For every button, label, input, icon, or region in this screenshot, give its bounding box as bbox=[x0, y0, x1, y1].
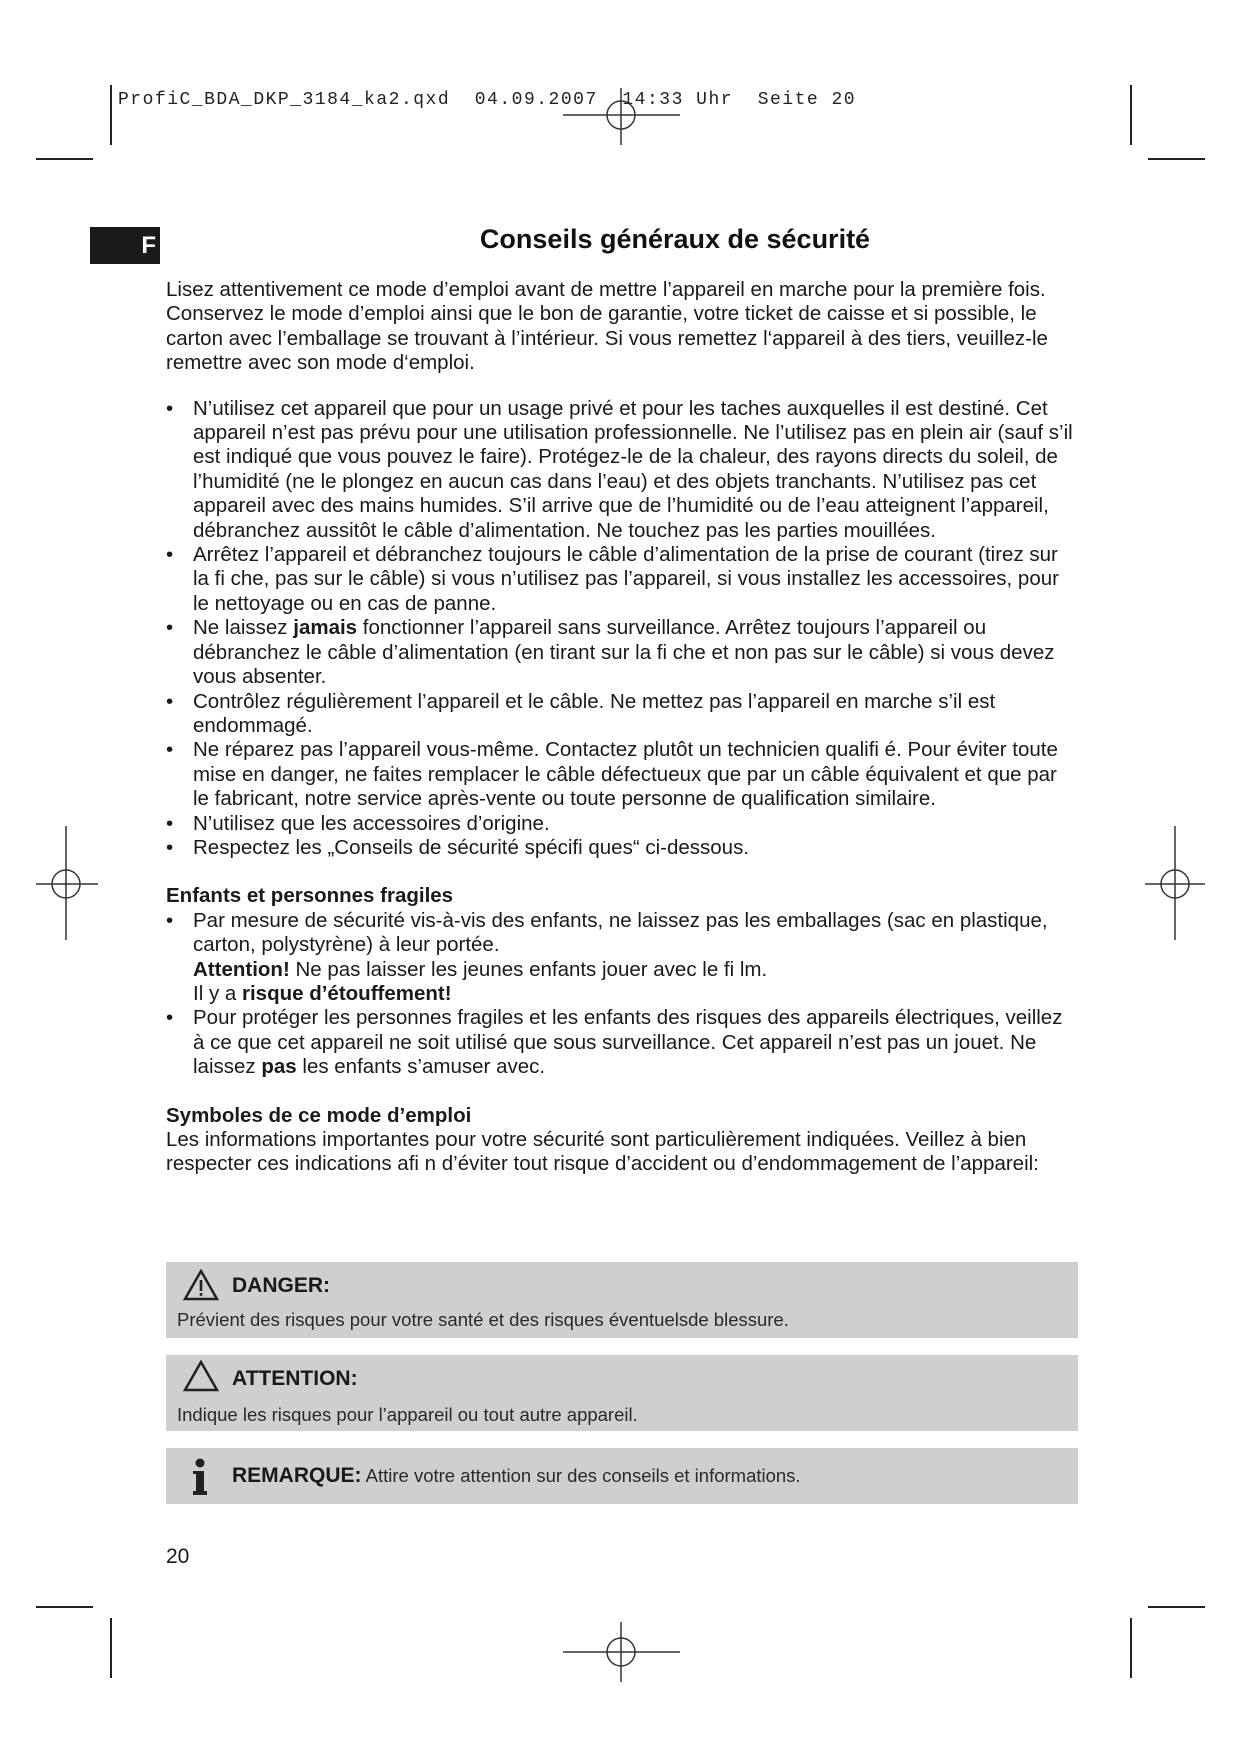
list-item: • Ne réparez pas l’appareil vous-même. Contactez plutôt un technicien qualifi é. Pour éviter toute mise en danger, ne faites remplacer le câble défectueux que par un câble équivalent et que par le fabricant, notre service après-vente ou toute personne de qualification similaire. bbox=[166, 738, 1078, 811]
info-icon bbox=[193, 1458, 209, 1498]
danger-text: Prévient des risques pour votre santé et des risques éventuelsde blessure. bbox=[177, 1309, 789, 1330]
children-list bbox=[166, 909, 1078, 1080]
safety-list bbox=[166, 397, 1078, 861]
list-item: • Pour protéger les personnes fragiles et les enfants des risques des appareils électriques, veillez à ce que cet appareil ne soit utilisé que sous surveillance. Cet appareil n’est pas un jouet. Ne laissez pas les enfants s’amuser avec. bbox=[166, 1006, 1078, 1079]
section-heading-children: Enfants et personnes fragiles bbox=[166, 884, 454, 908]
attention-title: ATTENTION: bbox=[232, 1367, 358, 1390]
list-item: • Respectez les „Conseils de sécurité spécifi ques“ ci-dessous. bbox=[166, 836, 1078, 860]
list-item: • Contrôlez régulièrement l’appareil et le câble. Ne mettez pas l’appareil en marche s’il est endommagé. bbox=[166, 690, 1078, 739]
language-tab: F bbox=[90, 227, 160, 264]
warning-triangle-icon bbox=[183, 1269, 219, 1301]
list-item: • N’utilisez que les accessoires d’origine. bbox=[166, 812, 1078, 836]
remark-box bbox=[166, 1448, 1078, 1504]
attention-box bbox=[166, 1355, 1078, 1431]
list-item: • Par mesure de sécurité vis-à-vis des enfants, ne laissez pas les emballages (sac en plastique, carton, polystyrène) à leur portée. Attention! Ne pas laisser les jeunes enfants jouer avec le fi lm. Il y a risque d’étouffement! bbox=[166, 909, 1078, 1007]
page-number: 20 bbox=[166, 1545, 190, 1568]
symbols-paragraph: Les informations importantes pour votre sécurité sont particulièrement indiquées. Veillez à bien respecter ces indications afi n d’éviter tout risque d’accident ou d’endommagement de l’appareil: bbox=[166, 1128, 1039, 1176]
danger-title: DANGER: bbox=[232, 1274, 330, 1297]
list-item: • Ne laissez jamais fonctionner l’appareil sans surveillance. Arrêtez toujours l’appareil ou débranchez le câble d’alimentation (en tirant sur la fi che et non pas sur le câble) si vous devez vous absenter. bbox=[166, 616, 1078, 689]
section-heading-symbols: Symboles de ce mode d’emploi bbox=[166, 1103, 472, 1127]
page-title: Conseils généraux de sécurité bbox=[479, 224, 871, 254]
main-content bbox=[166, 278, 1078, 1177]
caution-triangle-icon bbox=[183, 1360, 219, 1392]
print-slug: ProfiC_BDA_DKP_3184_ka2.qxd 04.09.2007 14:33 Uhr Seite 20 bbox=[118, 90, 857, 110]
danger-box bbox=[166, 1262, 1078, 1338]
list-item: • Arrêtez l’appareil et débranchez toujours le câble d’alimentation de la prise de courant (tirez sur la fi che, pas sur le câble) si vous n’utilisez pas l’appareil, si vous installez les accessoires, pour le nettoyage ou en cas de panne. bbox=[166, 543, 1078, 616]
attention-text: Indique les risques pour l’appareil ou tout autre appareil. bbox=[177, 1404, 638, 1425]
intro-paragraph: Lisez attentivement ce mode d’emploi avant de mettre l’appareil en marche pour la première fois. Conservez le mode d’emploi ainsi que le bon de garantie, votre ticket de caisse et si possible, le carton avec l’emballage se trouvant à l’intérieur. Si vous remettez l‘appareil à des tiers, veuillez-le remettre avec son mode d‘emploi. bbox=[166, 278, 1048, 375]
remark-line: REMARQUE: Attire votre attention sur des conseils et informations. bbox=[232, 1464, 801, 1487]
list-item: • N’utilisez cet appareil que pour un usage privé et pour les taches auxquelles il est destiné. Cet appareil n’est pas prévu pour une utilisation professionnelle. Ne l’utilisez pas en plein air (sauf s’il est indiqué que vous pouvez le faire). Protégez-le de la chaleur, des rayons directs du soleil, de l’humidité (ne le plongez en aucun cas dans l’eau) et des objets tranchants. N’utilisez pas cet appareil avec des mains humides. S’il arrive que de l’humidité ou de l’eau atteignent l’appareil, débranchez aussitôt le câble d’alimentation. Ne touchez pas les parties mouillées. bbox=[166, 397, 1078, 543]
